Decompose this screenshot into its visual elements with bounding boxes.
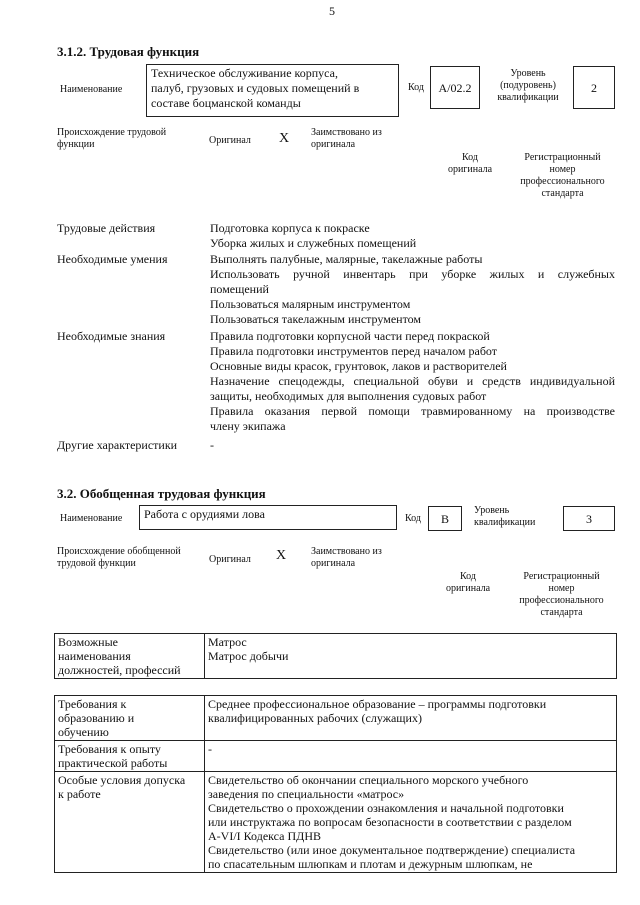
exp-label-cell <box>55 741 205 772</box>
table-row <box>55 634 617 679</box>
list-item: Правила подготовки корпусной части перед покраской <box>210 329 490 343</box>
s32-original-label: Оригинал <box>209 554 251 565</box>
special-label-cell <box>55 772 205 873</box>
s32-level-box: 3 <box>563 506 615 531</box>
s32-reg-line: стандарта <box>540 607 583 618</box>
positions-label-line: должностей, профессий <box>58 663 181 677</box>
s312-original-label: Оригинал <box>209 135 251 146</box>
page-number: 5 <box>329 4 335 18</box>
special-label-line: Особые условия допуска <box>58 773 186 787</box>
edu-label-line: обучению <box>58 725 109 739</box>
edu-value-line: квалифицированных рабочих (служащих) <box>208 711 422 725</box>
s312-borrowed-label-line: Заимствовано из <box>311 127 382 138</box>
edu-label-line: Требования к <box>58 697 127 711</box>
s312-borrowed-label-line: оригинала <box>311 139 356 150</box>
s312-labor-actions-label: Трудовые действия <box>57 221 156 235</box>
s32-origin-label <box>57 546 181 570</box>
s32-reg-label <box>508 571 615 619</box>
edu-value-cell <box>205 696 617 741</box>
s312-level-label-line: квалификации <box>497 92 559 103</box>
special-value-line: или инструктажа по вопросам безопасности в соответствии с разделом <box>208 815 572 829</box>
edu-value-line: Среднее профессиональное образование – программы подготовки <box>208 697 547 711</box>
section-312-heading: 3.1.2. Трудовая функция <box>57 44 200 59</box>
special-value-cell <box>205 772 617 873</box>
exp-label-line: Требования к опыту <box>58 742 161 756</box>
s312-reg-line: профессионального <box>520 176 605 187</box>
edu-label-line: образованию и <box>58 711 135 725</box>
s312-origin-label-line: функции <box>57 139 95 150</box>
list-item: Матрос добычи <box>208 649 289 663</box>
s32-level-label <box>474 505 535 529</box>
s32-reg-line: Регистрационный <box>523 571 600 582</box>
s32-name-label: Наименование <box>60 513 123 524</box>
s312-code-box: A/02.2 <box>430 66 480 109</box>
list-item: Подготовка корпуса к покраске <box>210 221 370 235</box>
list-item: члену экипажа <box>210 419 286 433</box>
requirements-table <box>54 695 617 873</box>
s312-knowledge <box>210 329 615 434</box>
s312-origin-label-line: Происхождение трудовой <box>57 127 167 138</box>
s312-name-line: составе боцманской команды <box>151 96 301 110</box>
list-item: Правила подготовки инструментов перед началом работ <box>210 344 498 358</box>
edu-label-cell <box>55 696 205 741</box>
special-label-line: к работе <box>58 787 101 801</box>
positions-label-line: наименования <box>58 649 131 663</box>
s312-level-label <box>488 68 568 104</box>
s32-origin-label-line: трудовой функции <box>57 558 136 569</box>
s312-other-value: - <box>210 438 214 452</box>
s312-name-line: палуб, грузовых и судовых помещений в <box>151 81 360 95</box>
section-32-heading: 3.2. Обобщенная трудовая функция <box>57 486 266 501</box>
s312-name-label: Наименование <box>60 84 123 95</box>
positions-label-cell <box>55 634 205 679</box>
list-item: помещений <box>210 282 269 296</box>
s312-borrowed-label <box>311 127 382 151</box>
table-row <box>55 772 617 873</box>
s312-level-label-line: Уровень <box>510 68 546 79</box>
positions-label-line: Возможные <box>58 635 118 649</box>
s312-code-label: Код <box>408 82 424 93</box>
exp-label-line: практической работы <box>58 756 168 770</box>
s32-borrowed-label <box>311 546 382 570</box>
s32-original-mark: X <box>276 548 287 563</box>
s32-name-box: Работа с орудиями лова <box>139 505 397 530</box>
s32-code-orig-label <box>438 571 498 595</box>
s32-code-orig-line: оригинала <box>445 583 491 594</box>
s32-reg-line: номер <box>548 583 575 594</box>
special-value-line: Свидетельство о прохождении ознакомления и начальной подготовки <box>208 801 564 815</box>
positions-value-cell <box>205 634 617 679</box>
special-value-line: заведения по специальности «матрос» <box>208 787 405 801</box>
s312-reg-line: Регистрационный <box>524 152 601 163</box>
s312-other-label: Другие характеристики <box>57 438 178 452</box>
s32-code-label: Код <box>405 513 421 524</box>
special-value-line: Свидетельство (или иное документальное подтверждение) специалиста <box>208 843 576 857</box>
list-item: Матрос <box>208 635 247 649</box>
s32-level-label-line: квалификации <box>474 517 536 528</box>
special-value-line: A-VI/I Кодекса ПДНВ <box>208 829 321 843</box>
s312-knowledge-label: Необходимые знания <box>57 329 166 343</box>
list-item: Пользоваться малярным инструментом <box>210 297 411 311</box>
s32-level-label-line: Уровень <box>474 505 510 516</box>
s312-code-orig-label <box>440 152 500 176</box>
list-item: Уборка жилых и служебных помещений <box>210 236 417 250</box>
s312-reg-label <box>510 152 615 200</box>
s312-original-mark: X <box>279 131 290 146</box>
s32-origin-label-line: Происхождение обобщенной <box>57 546 181 557</box>
list-item: Правила оказания первой помощи травмированному на производстве <box>210 404 615 418</box>
s312-skills <box>210 252 615 327</box>
list-item: защиты, необходимых для выполнения судовых работ <box>210 389 487 403</box>
s312-level-label-line: (подуровень) <box>500 80 556 91</box>
s312-labor-actions <box>210 221 615 251</box>
exp-value-cell: - <box>205 741 617 772</box>
list-item: Выполнять палубные, малярные, такелажные работы <box>210 252 483 266</box>
s312-code-orig-line: оригинала <box>447 164 493 175</box>
list-item: Пользоваться такелажным инструментом <box>210 312 422 326</box>
s312-name-box <box>146 64 399 117</box>
s312-level-box: 2 <box>573 66 615 109</box>
s312-origin-label <box>57 127 166 151</box>
s312-name-line: Техническое обслуживание корпуса, <box>151 66 338 80</box>
special-value-line: Свидетельство об окончании специального морского учебного <box>208 773 529 787</box>
special-value-line: по спасательным шлюпкам и плотам и дежурным шлюпкам, не <box>208 857 533 871</box>
s312-reg-line: номер <box>549 164 576 175</box>
list-item: Назначение спецодежды, специальной обуви и средств индивидуальной <box>210 374 615 388</box>
table-row <box>55 696 617 741</box>
list-item: Использовать ручной инвентарь при уборке жилых и служебных <box>210 267 615 281</box>
positions-table <box>54 633 617 679</box>
s32-code-orig-line: Код <box>460 571 476 582</box>
s32-reg-line: профессионального <box>519 595 604 606</box>
s312-code-orig-line: Код <box>462 152 478 163</box>
s32-borrowed-label-line: оригинала <box>311 558 356 569</box>
list-item: Основные виды красок, грунтовок, лаков и растворителей <box>210 359 507 373</box>
s312-reg-line: стандарта <box>541 188 584 199</box>
s32-borrowed-label-line: Заимствовано из <box>311 546 382 557</box>
table-row <box>55 741 617 772</box>
s312-skills-label: Необходимые умения <box>57 252 168 266</box>
s32-code-box: B <box>428 506 462 531</box>
